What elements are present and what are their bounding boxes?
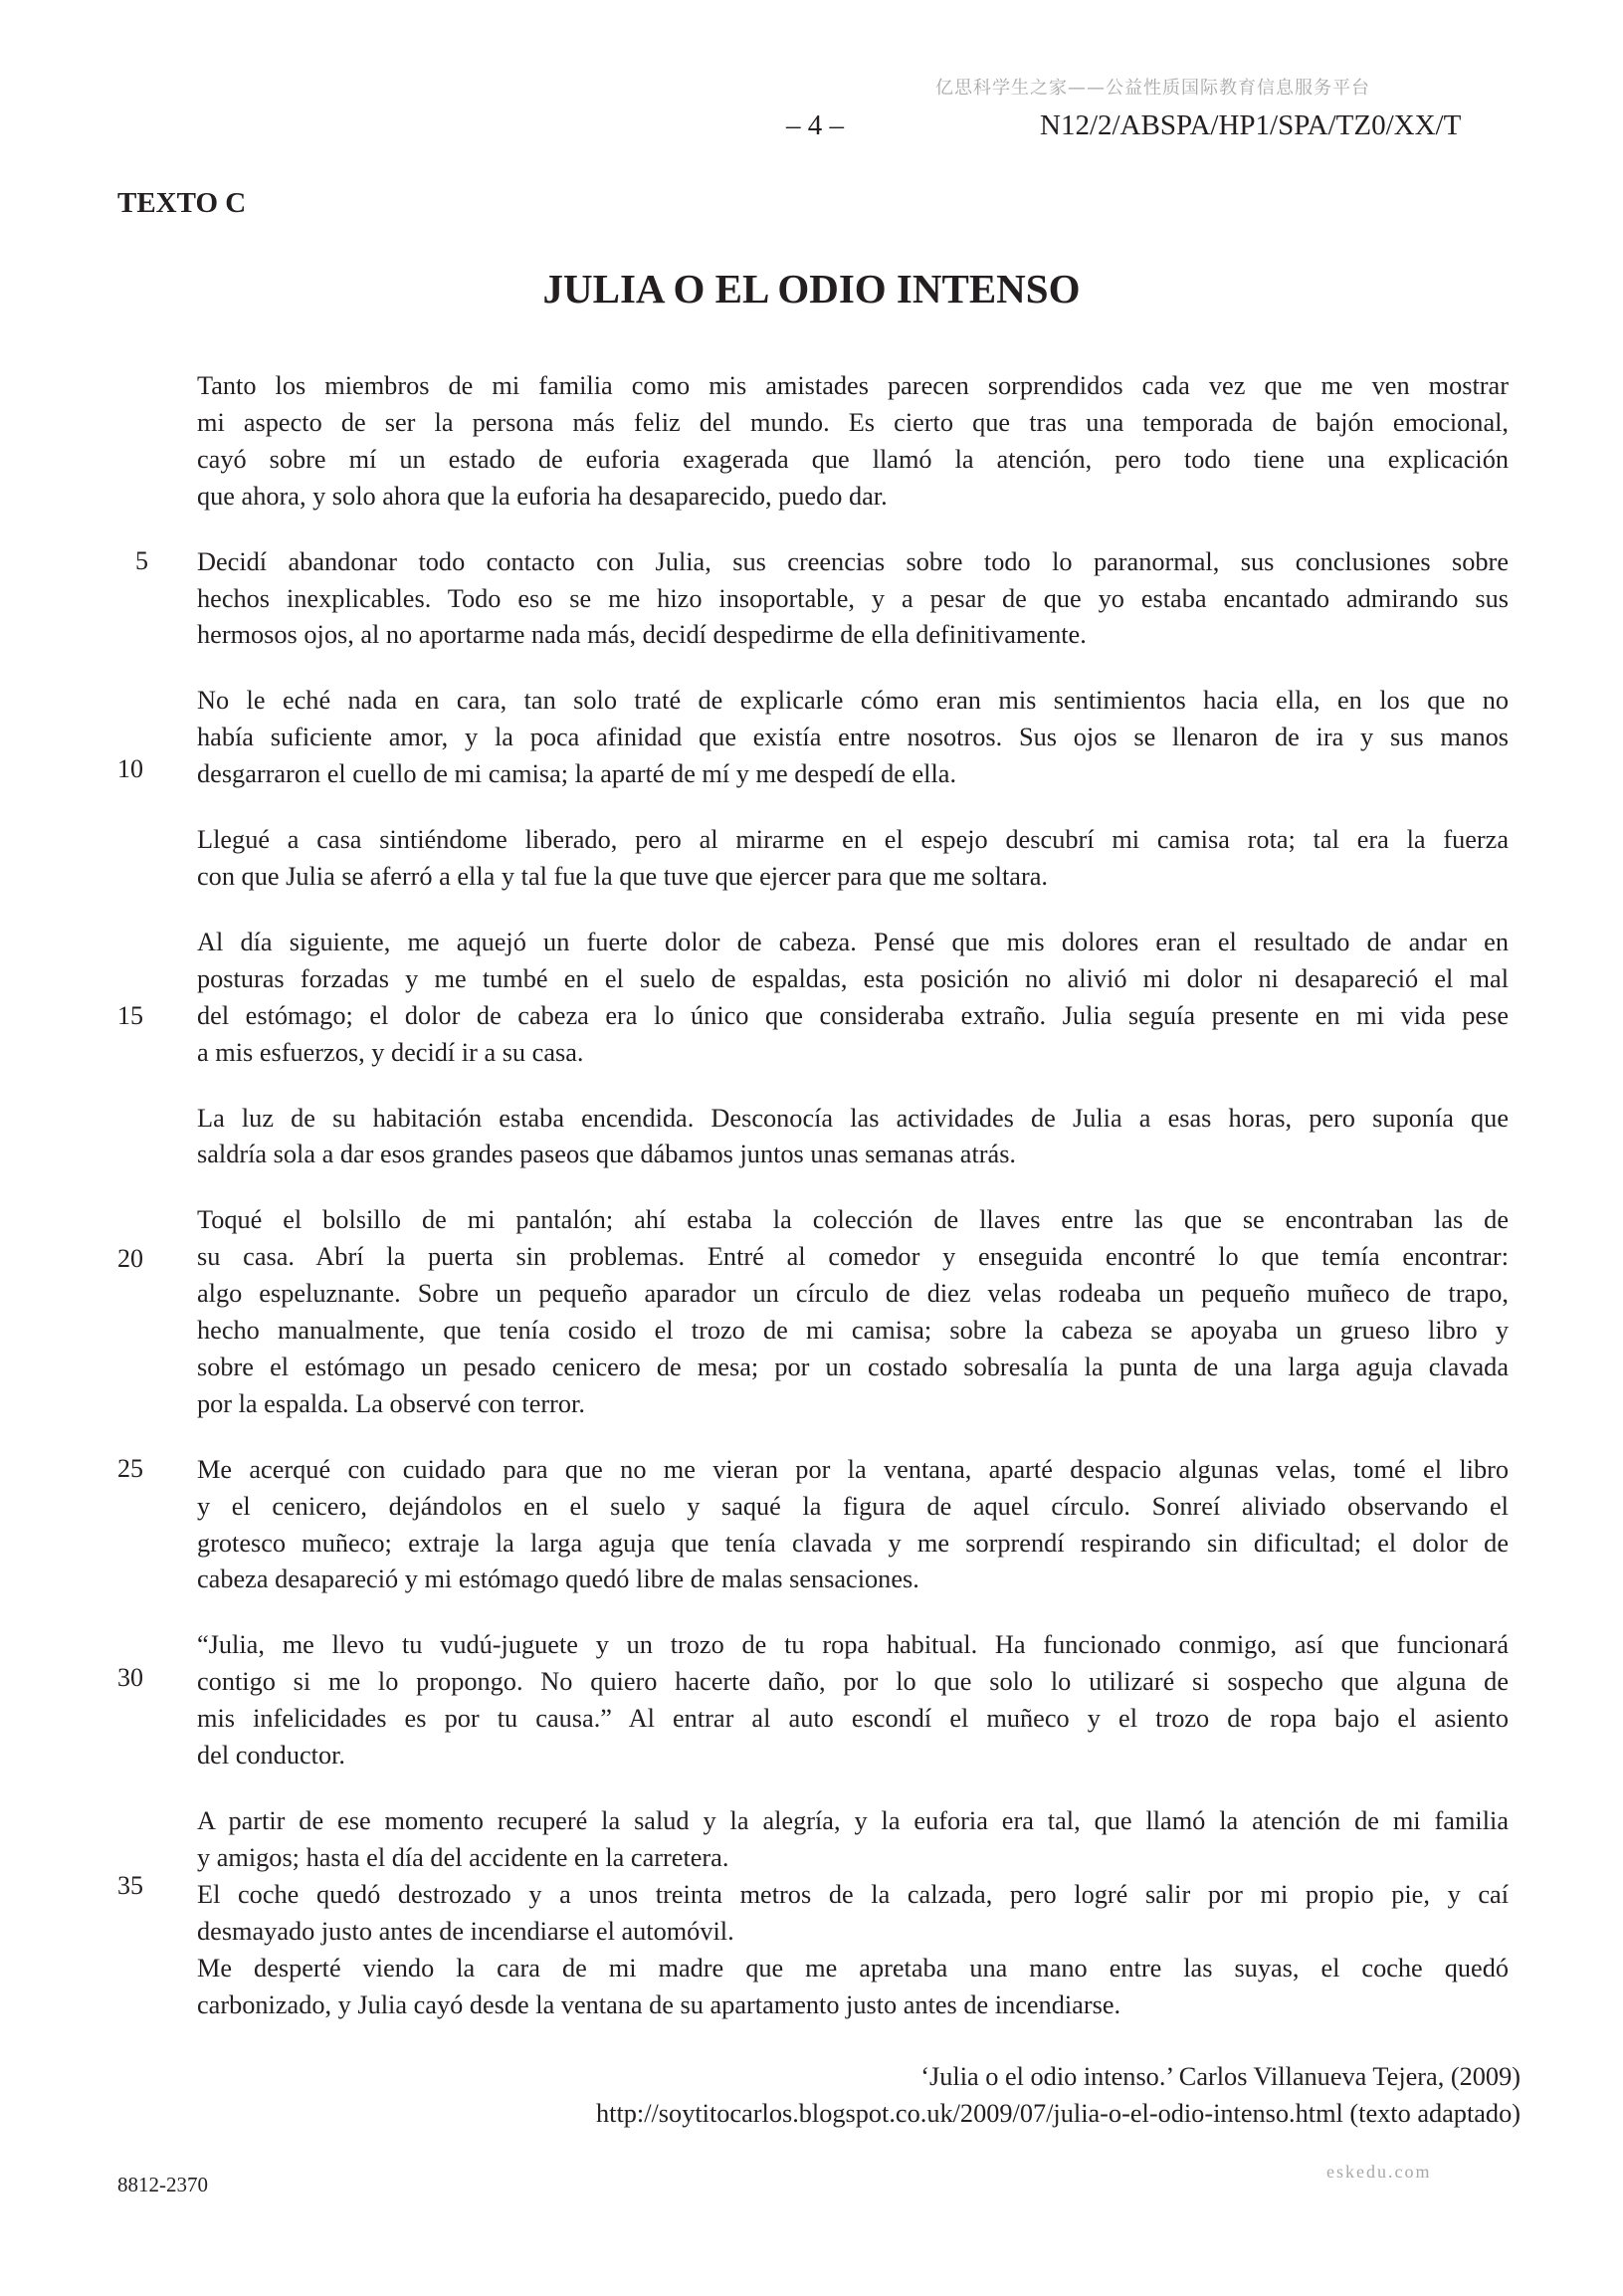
paragraph (197, 822, 1509, 896)
paragraph-line: había suficiente amor, y la poca afinidad que existía entre nosotros. Sus ojos se llenaron de ira y sus manos (197, 723, 1509, 752)
paragraph (197, 1803, 1509, 1877)
paragraph-line: Decidí abandonar todo contacto con Julia, sus creencias sobre todo lo paranormal, sus conclusiones sobre (197, 546, 1509, 576)
text-title: JULIA O EL ODIO INTENSO (542, 266, 1081, 312)
line-number-25: 25 (117, 1454, 143, 1483)
paragraph-line: Al día siguiente, me aquejó un fuerte dolor de cabeza. Pensé que mis dolores eran el resultado de andar en (197, 927, 1509, 956)
paragraph-line: Me acerqué con cuidado para que no me vieran por la ventana, aparté despacio algunas velas, tomé el libro (197, 1454, 1509, 1484)
paragraph-line: desmayado justo antes de incendiarse el automóvil. (197, 1916, 734, 1946)
paragraph-line: mi aspecto de ser la persona más feliz del mundo. Es cierto que tras una temporada de bajón emocional, (197, 407, 1509, 437)
paragraph-line: por la espalda. La observé con terror. (197, 1388, 585, 1418)
paragraph (197, 1202, 1509, 1422)
paragraph-line: del conductor. (197, 1741, 345, 1771)
paragraph (197, 1951, 1509, 2024)
paragraph-line: posturas forzadas y me tumbé en el suelo de espaldas, esta posición no alivió mi dolor ni desapareció el mal (197, 963, 1509, 993)
paragraph (197, 1101, 1509, 1174)
paragraph-line: que ahora, y solo ahora que la euforia ha desaparecido, puedo dar. (197, 481, 888, 511)
footer-watermark: eskedu.com (1326, 2162, 1432, 2182)
paragraph-line: y amigos; hasta el día del accidente en la carretera. (197, 1842, 729, 1872)
line-number-5: 5 (135, 546, 148, 575)
paragraph (197, 544, 1509, 655)
paragraph-line: del estómago; el dolor de cabeza era lo único que consideraba extraño. Julia seguía presente en mi vida pese (197, 1000, 1509, 1030)
line-number-30: 30 (117, 1663, 143, 1692)
paragraph (197, 1877, 1509, 1951)
paragraph-line: sobre el estómago un pesado cenicero de mesa; por un costado sobresalía la punta de una larga aguja clavada (197, 1352, 1509, 1381)
paragraph-line: hechos inexplicables. Todo eso se me hizo insoportable, y a pesar de que yo estaba encantado admirando sus (197, 583, 1509, 613)
paragraph-line: hecho manualmente, que tenía cosido el trozo de mi camisa; sobre la cabeza se apoyaba un grueso libro y (197, 1316, 1509, 1346)
paragraph-line: No le eché nada en cara, tan solo traté de explicarle cómo eran mis sentimientos hacia ella, en los que no (197, 686, 1509, 716)
paper-code: N12/2/ABSPA/HP1/SPA/TZ0/XX/T (1040, 109, 1462, 141)
paragraph-line: con que Julia se aferró a ella y tal fue la que tuve que ejercer para que me soltara. (197, 861, 1048, 891)
paragraph-line: grotesco muñeco; extraje la larga aguja que tenía clavada y me sorprendí respirando sin dificultad; el dolor de (197, 1528, 1509, 1558)
paragraph-line: Toqué el bolsillo de mi pantalón; ahí estaba la colección de llaves entre las que se encontraban las de (197, 1205, 1509, 1235)
paragraph (197, 925, 1509, 1072)
paragraph-line: La luz de su habitación estaba encendida. Desconocía las actividades de Julia a esas horas, pero suponía que (197, 1103, 1509, 1133)
paragraph (197, 1452, 1509, 1599)
line-number-35: 35 (117, 1871, 143, 1900)
paragraph (197, 368, 1509, 516)
paragraph-line: saldría sola a dar esos grandes paseos que dábamos juntos unas semanas atrás. (197, 1140, 1017, 1169)
line-number-10: 10 (117, 754, 143, 783)
paragraph-line: a mis esfuerzos, y decidí ir a su casa. (197, 1037, 584, 1067)
paragraph-line: Llegué a casa sintiéndome liberado, pero al mirarme en el espejo descubrí mi camisa rota; tal era la fuerza (197, 825, 1509, 855)
paragraph-line: A partir de ese momento recuperé la salud y la alegría, y la euforia era tal, que llamó la atención de mi familia (197, 1806, 1509, 1835)
paragraph-line: cayó sobre mí un estado de euforia exagerada que llamó la atención, pero todo tiene una explicación (197, 444, 1509, 474)
paragraph-line: cabeza desapareció y mi estómago quedó libre de malas sensaciones. (197, 1565, 919, 1594)
paragraph-line: “Julia, me llevo tu vudú-juguete y un trozo de tu ropa habitual. Ha funcionado conmigo, así que funcionará (197, 1630, 1509, 1660)
paragraph-line: contigo si me lo propongo. No quiero hacerte daño, por lo que solo lo utilizaré si sospecho que alguna de (197, 1667, 1509, 1697)
document-id: 8812-2370 (117, 2173, 208, 2196)
body-text (197, 368, 1509, 2052)
source-citation (596, 2058, 1521, 2132)
header-watermark: 亿思科学生之家——公益性质国际教育信息服务平台 (935, 78, 1370, 99)
paragraph-line: mis infelicidades es por tu causa.” Al entrar al auto escondí el muñeco y el trozo de ropa bajo el asiento (197, 1704, 1509, 1734)
paragraph (197, 683, 1509, 793)
paragraph-line: y el cenicero, dejándolos en el suelo y saqué la figura de aquel círculo. Sonreí aliviado observando el (197, 1491, 1509, 1521)
paragraph-line: su casa. Abrí la puerta sin problemas. Entré al comedor y enseguida encontré lo que temía encontrar: (197, 1242, 1509, 1272)
line-number-15: 15 (117, 1001, 143, 1030)
paragraph-line: desgarraron el cuello de mi camisa; la aparté de mí y me despedí de ella. (197, 759, 957, 789)
paragraph-line: Me desperté viendo la cara de mi madre que me apretaba una mano entre las suyas, el coche quedó (197, 1953, 1509, 1983)
paragraph-line: carbonizado, y Julia cayó desde la ventana de su apartamento justo antes de incendiarse. (197, 1989, 1121, 2019)
paragraph-line: algo espeluznante. Sobre un pequeño aparador un círculo de diez velas rodeaba un pequeño muñeco de trapo, (197, 1279, 1509, 1309)
line-number-20: 20 (117, 1244, 143, 1273)
section-label: TEXTO C (117, 187, 247, 219)
source-url: http://soytitocarlos.blogspot.co.uk/2009/07/julia-o-el-odio-intenso.html (texto adaptado) (595, 2099, 1521, 2128)
paragraph-line: hermosos ojos, al no aportarme nada más, decidí despedirme de ella definitivamente. (197, 620, 1087, 650)
source-reference: ‘Julia o el odio intenso.’ Carlos Villanueva Tejera, (2009) (920, 2062, 1521, 2091)
paragraph (197, 1627, 1509, 1774)
page-number: – 4 – (786, 109, 844, 141)
paragraph-line: Tanto los miembros de mi familia como mis amistades parecen sorprendidos cada vez que me ven mostrar (197, 371, 1509, 400)
paragraph-line: El coche quedó destrozado y a unos treinta metros de la calzada, pero logré salir por mi propio pie, y caí (197, 1879, 1509, 1909)
